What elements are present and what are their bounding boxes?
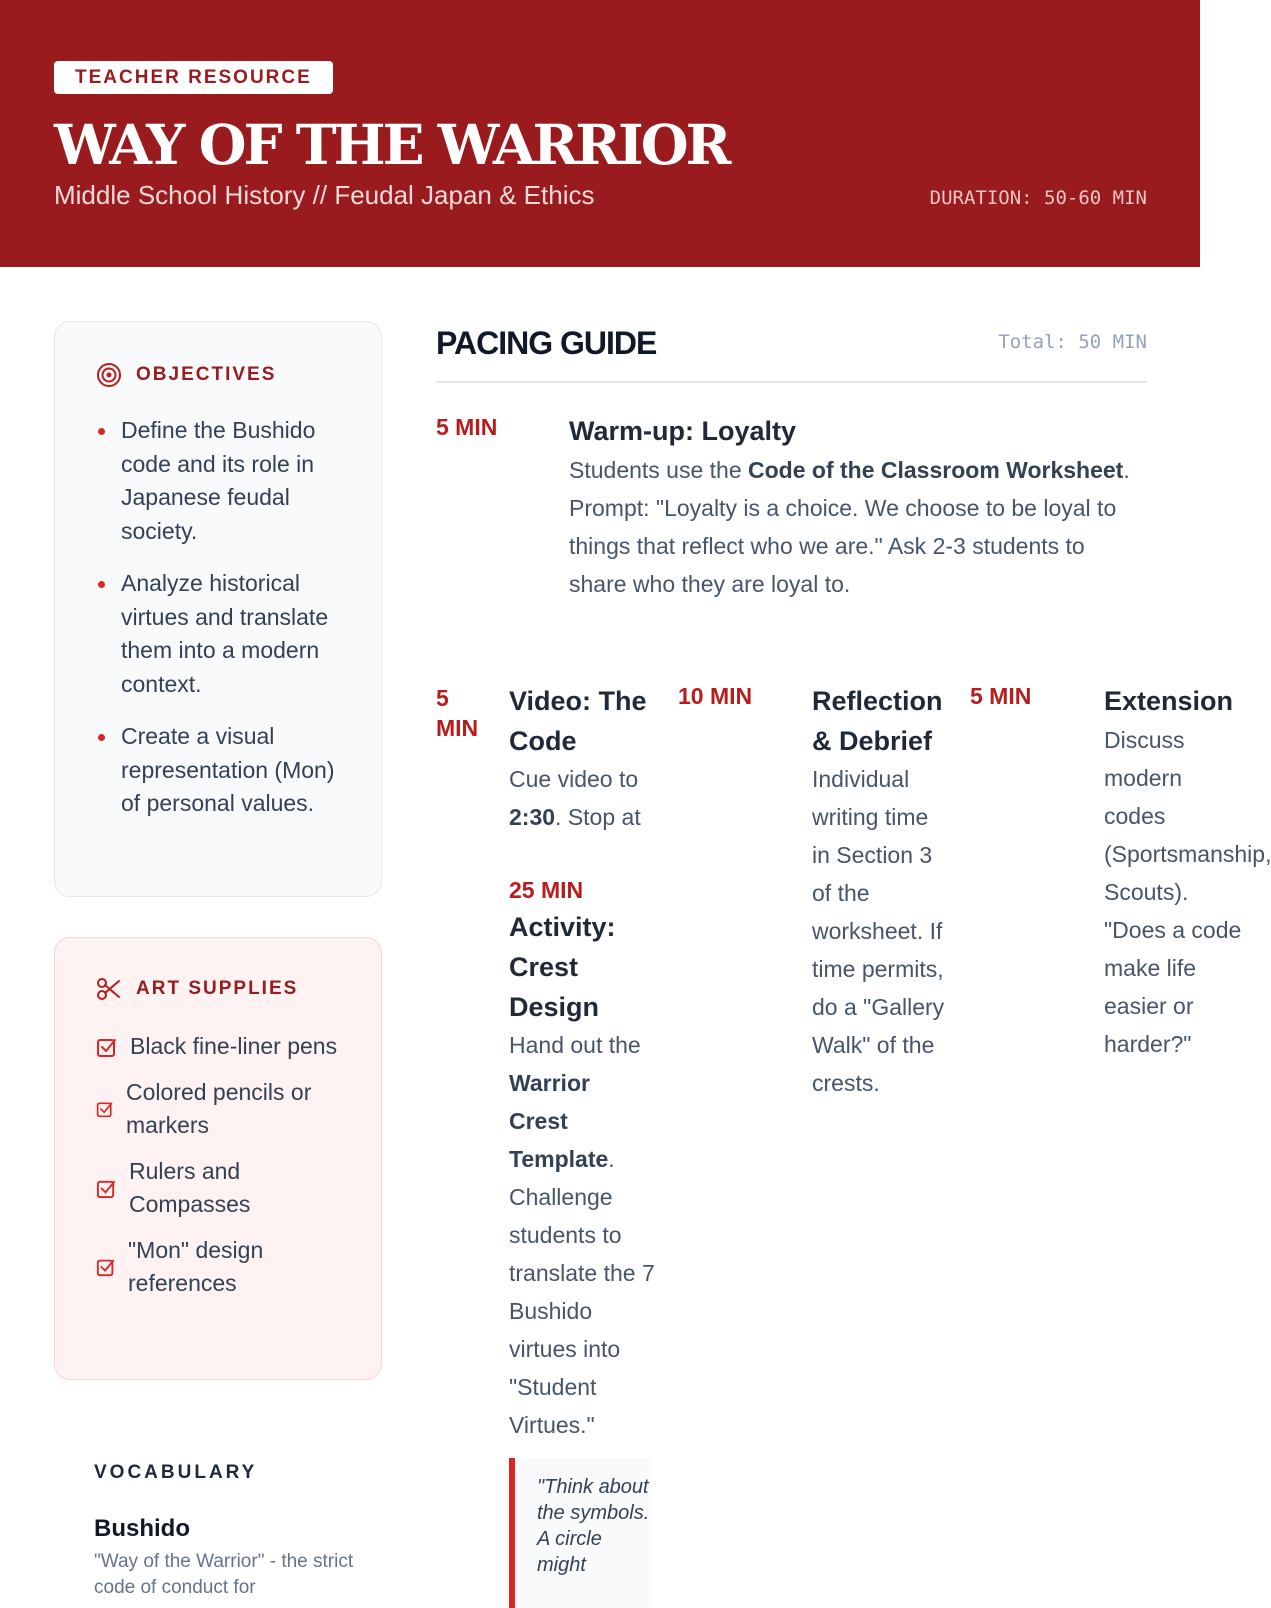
supplies-label: ART SUPPLIES: [136, 978, 299, 999]
vocabulary-term: Bushido: [94, 1515, 190, 1542]
objectives-card: [54, 321, 382, 897]
supply-text: Rulers and Compasses: [129, 1157, 251, 1217]
supply-item: [96, 1030, 356, 1064]
lesson-title: WAY OF THE WARRIOR: [54, 112, 729, 177]
resource-badge: TEACHER RESOURCE: [54, 61, 333, 94]
extension-duration: 5 MIN: [970, 683, 1032, 709]
checkbox-icon: [96, 1036, 118, 1058]
supply-text: Black fine-liner pens: [130, 1033, 338, 1059]
supply-text: "Mon" design references: [128, 1236, 264, 1296]
extension-title: Extension: [1104, 686, 1234, 716]
objectives-list: [96, 414, 346, 840]
activity-description: Hand out the Warrior Crest Template. Challenge students to translate the 7 Bushido virtues into "Student Virtues.": [509, 1032, 655, 1438]
supplies-card: [54, 937, 382, 1380]
supplies-list: [96, 1030, 356, 1313]
checkbox-icon: [96, 1257, 116, 1277]
objectives-header: [96, 362, 276, 388]
objective-item: Create a visual representation (Mon) of personal values.: [96, 720, 346, 821]
supply-item: [96, 1076, 356, 1143]
activity-title: Activity: Crest Design: [509, 912, 616, 1022]
objective-item: Define the Bushido code and its role in Japanese feudal society.: [96, 414, 346, 548]
reflection-title: Reflection & Debrief: [812, 686, 943, 756]
vocabulary-definition: "Way of the Warrior" - the strict code of conduct for: [94, 1551, 354, 1598]
pacing-total: Total: 50 MIN: [998, 331, 1147, 353]
video-title: Video: The Code: [509, 686, 647, 756]
supply-text: Colored pencils or markers: [126, 1078, 312, 1138]
scissors-icon: [96, 976, 122, 1002]
video-description: Cue video to 2:30. Stop at: [509, 766, 641, 830]
pacing-guide-title: PACING GUIDE: [436, 325, 657, 361]
activity-duration: 25 MIN: [509, 877, 584, 903]
supply-item: [96, 1155, 356, 1222]
reflection-duration: 10 MIN: [678, 683, 753, 709]
reflection-description: Individual writing time in Section 3 of the worksheet. If time permits, do a "Gallery Walk" of the crests.: [812, 766, 945, 1096]
video-duration: 5 MIN: [436, 685, 479, 741]
supply-item: [96, 1234, 356, 1301]
warmup-description: Students use the Code of the Classroom Worksheet. Prompt: "Loyalty is a choice. We choose to be loyal to things that reflect who we are." Ask 2-3 students to share who they are loyal to.: [569, 457, 1130, 597]
activity-quote: "Think about the symbols. A circle might: [509, 1458, 651, 1608]
warmup-duration: 5 MIN: [436, 414, 498, 440]
objectives-label: OBJECTIVES: [136, 364, 277, 385]
objective-item: Analyze historical virtues and translate them into a modern context.: [96, 567, 346, 701]
pacing-divider: [436, 381, 1147, 383]
duration-label: DURATION: 50-60 MIN: [929, 187, 1147, 209]
lesson-subtitle: Middle School History // Feudal Japan & Ethics: [54, 180, 595, 210]
lesson-header: [0, 0, 1200, 267]
vocabulary-label: VOCABULARY: [94, 1462, 258, 1483]
extension-segment: [970, 676, 1271, 1057]
checkbox-icon: [96, 1178, 117, 1199]
checkbox-icon: [96, 1100, 114, 1118]
warmup-title: Warm-up: Loyalty: [569, 416, 797, 446]
supplies-header: [96, 976, 298, 1002]
target-icon: [96, 362, 122, 388]
extension-description: Discuss modern codes (Sportsmanship, Scouts). "Does a code make life easier or harder?": [1104, 727, 1271, 1057]
